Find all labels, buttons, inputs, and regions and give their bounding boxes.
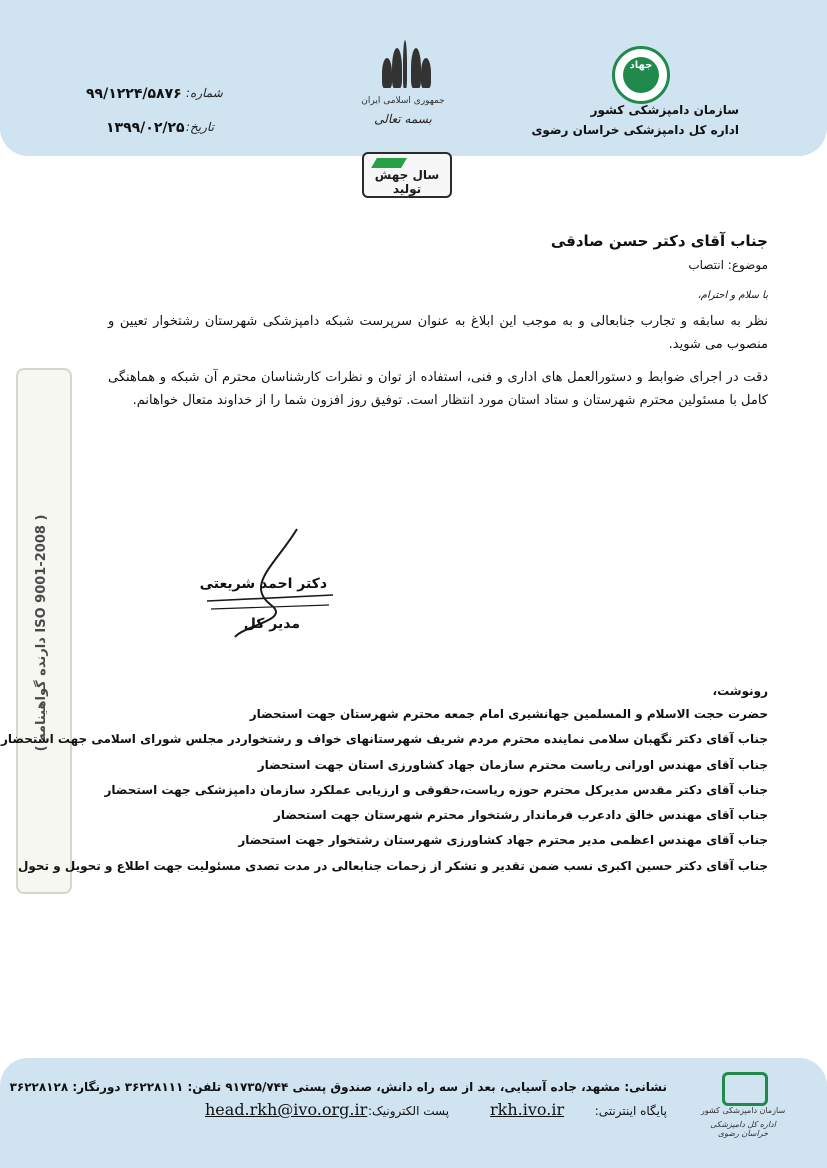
iso-certificate-text: ( ISO 9001-2008 دارنده گواهینامه ) <box>34 514 49 752</box>
email-link[interactable]: head.rkh@ivo.org.ir <box>205 1100 368 1119</box>
greeting: با سلام و احترام، <box>697 290 768 301</box>
cc-item: جناب آقای مهندس اعظمی مدیر محترم جهاد کشاورزی شهرستان رشتخوار جهت استحضار <box>238 833 768 848</box>
footer-logo-line-2: اداره کل دامپزشکی خراسان رضوی <box>710 1120 776 1138</box>
paragraph-2: دقت در اجرای ضوابط و دستورالعمل های اداری و فنی، استفاده از توان و نظرات کارشناسان محترم آن شبکه و هماهنگی کامل با مسئولین محترم شهرستان و ستاد استان مورد انتظار است. توفیق روز افزون شما را از خداوند متعال خواهانم. <box>108 370 768 408</box>
subject: موضوع: انتصاب <box>688 258 768 272</box>
letter-date: ۱۳۹۹/۰۲/۲۵ <box>106 120 185 136</box>
org-logo-text: جهاد <box>629 60 653 71</box>
cc-item: جناب آقای مهندس خالق دادعرب فرماندار رشتخوار محترم شهرستان جهت استحضار <box>273 808 768 823</box>
postal-address: نشانی: مشهد، جاده آسیایی، بعد از سه راه دانش، صندوق پستی ۹۱۷۳۵/۷۴۴ تلفن: ۳۶۲۲۸۱۱۱ دورنگار: ۳۶۲۲۸۱۲۸ <box>9 1080 667 1094</box>
paragraph-1: نظر به سابقه و تجارب جنابعالی و به موجب این ابلاغ به عنوان سرپرست شبکه دامپزشکی شهرستان رشتخوار تعیین و منصوب می شوید. <box>108 314 768 352</box>
website-link[interactable]: rkh.ivo.ir <box>490 1100 565 1119</box>
date-label: تاریخ: <box>186 120 214 134</box>
signatory-name: دکتر احمد شریعتی <box>199 576 327 592</box>
recipient: جناب آقای دکتر حسن صادقی <box>550 232 768 250</box>
republic-text: جمهوری اسلامی ایران <box>361 96 445 106</box>
cc-item: جناب آقای مهندس اورانی ریاست محترم سازمان جهاد کشاورزی استان جهت استحضار <box>257 757 768 772</box>
vet-org-logo-icon <box>722 1072 768 1106</box>
year-slogan-badge <box>362 152 452 198</box>
cc-item: حضرت حجت الاسلام و المسلمین جهانشیری امام جمعه محترم شهرستان جهت استحضار <box>249 707 768 721</box>
letter-number: ۹۹/۱۲۲۴/۵۸۷۶ <box>86 86 182 102</box>
org-line-2: اداره کل دامپزشکی خراسان رضوی <box>531 123 739 137</box>
number-label: شماره: <box>186 86 223 100</box>
cc-list <box>1 702 768 879</box>
cc-item: جناب آقای دکتر نگهبان سلامی نماینده محترم مردم شریف شهرستانهای خواف و رشتخواردر مجلس شورای اسلامی جهت استحضار <box>1 732 768 747</box>
organization-name <box>439 100 739 140</box>
cc-item: جناب آقای دکتر مقدس مدیرکل محترم حوزه ریاست،حقوقی و ارزیابی عملکرد سازمان دامپزشکی جهت استحضار <box>104 782 768 797</box>
bismillah: بسمه تعالی <box>374 112 432 126</box>
slogan-text: سال جهش تولید <box>374 168 440 196</box>
iran-emblem-icon <box>376 40 430 92</box>
jahad-logo-icon <box>612 46 670 104</box>
signatory-title: مدیر کل <box>243 616 300 632</box>
email-label: پست الکترونیک: <box>368 1104 450 1118</box>
slogan-arrow-icon <box>371 158 407 168</box>
cc-title: رونوشت، <box>712 684 768 698</box>
cc-item: جناب آقای دکتر حسین اکبری نسب ضمن تقدیر و تشکر از زحمات جنابعالی در مدت تصدی مسئولیت جهت اطلاع و تحویل و تحول <box>17 858 768 873</box>
org-line-1: سازمان دامپزشکی کشور <box>590 103 739 117</box>
footer-logo-line-1: سازمان دامپزشکی کشور <box>700 1106 786 1115</box>
website-label: پایگاه اینترنتی: <box>594 1104 667 1118</box>
